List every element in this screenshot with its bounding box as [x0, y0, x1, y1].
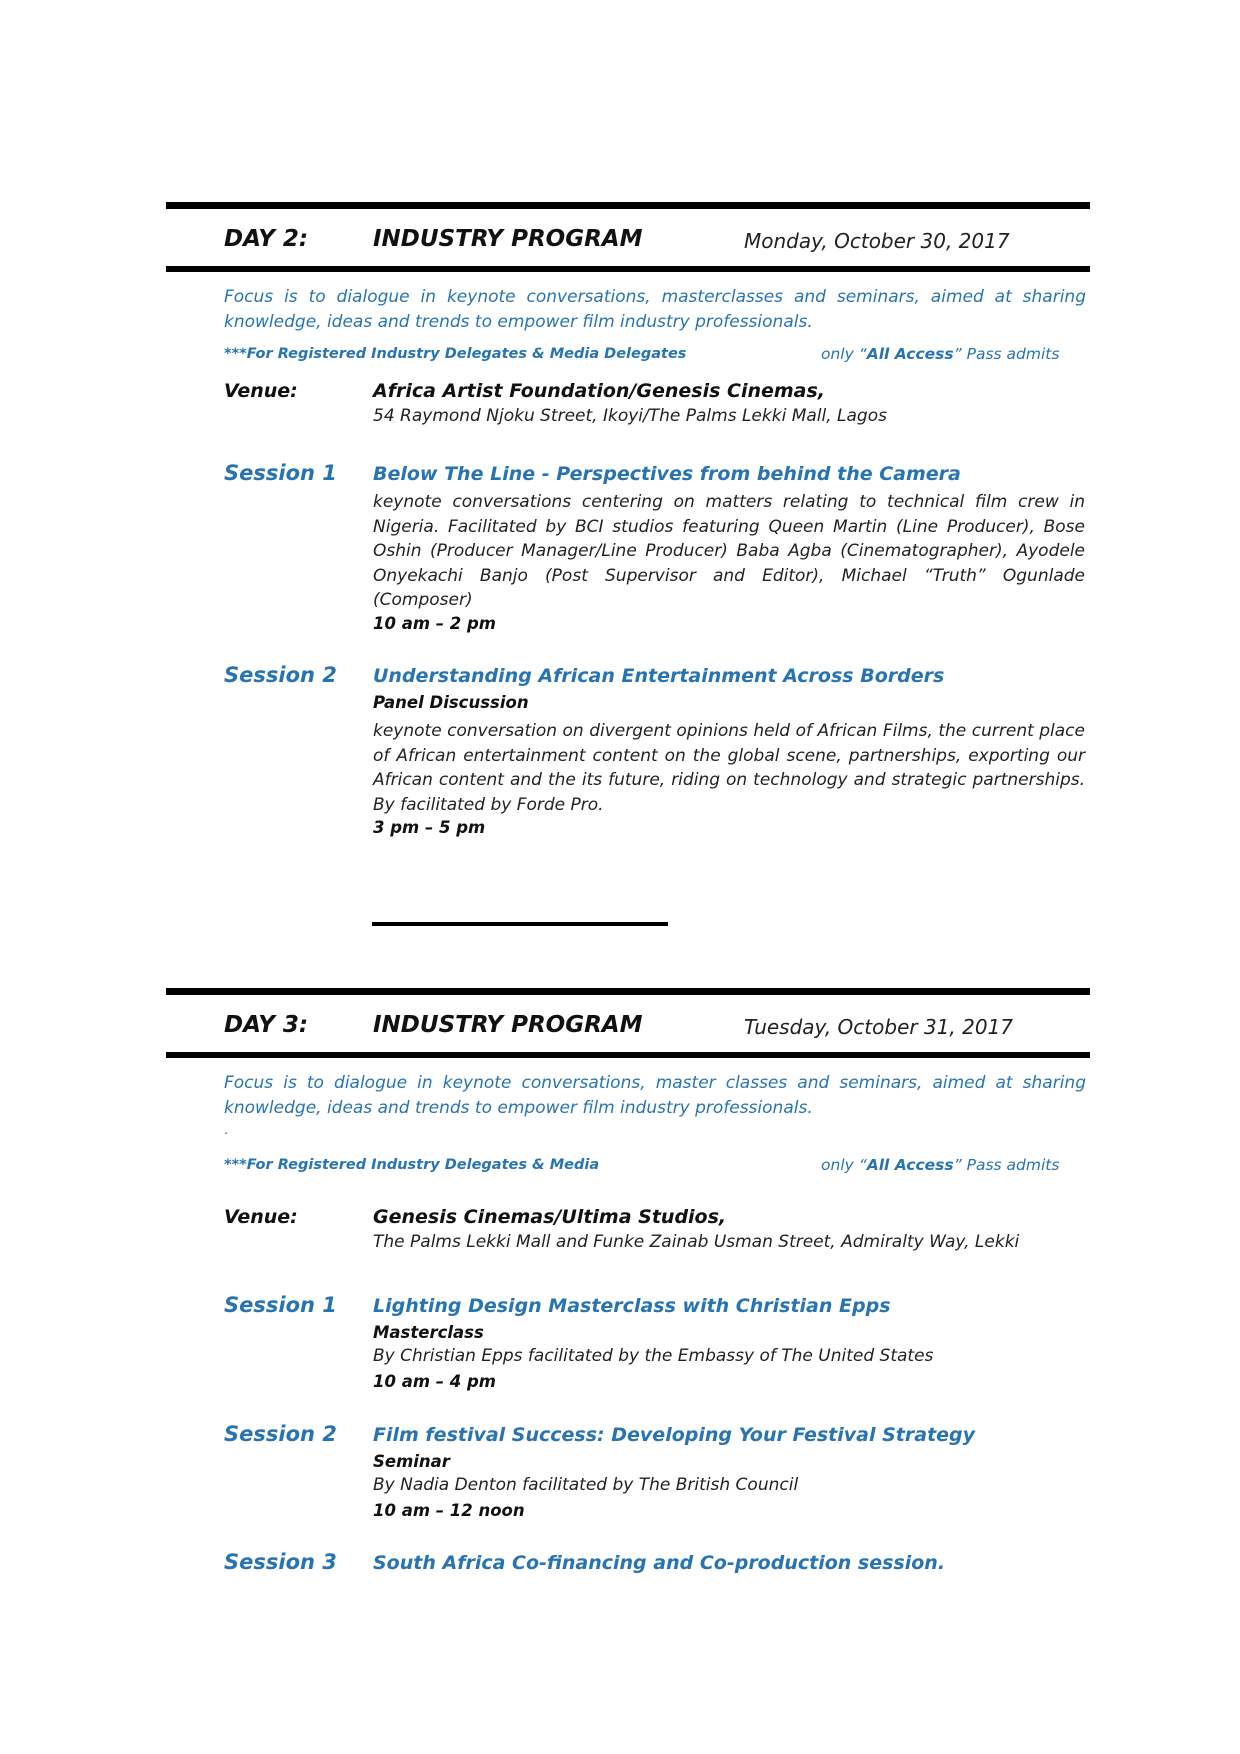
section-divider [372, 922, 668, 926]
day3-session1-label: Session 1 [224, 1293, 337, 1317]
day3-day-label: DAY 3: [224, 1012, 309, 1038]
day2-session2-label: Session 2 [224, 663, 337, 687]
day2-day-label: DAY 2: [224, 226, 309, 252]
day2-admit-pre: only “ [821, 345, 867, 363]
day2-session1-title: Below The Line - Perspectives from behind the Camera [373, 463, 961, 485]
day2-venue-name: Africa Artist Foundation/Genesis Cinemas, [373, 380, 826, 402]
day2-session1-description: keynote conversations centering on matters relating to technical film crew in Nigeria. Facilitated by BCI studios featuring Queen Martin (Line Producer), Bose Oshin (Producer Manager/Line Producer) Baba Agba (Cinematographer), Ayodele Onyekachi Banjo (Post Supervisor and Editor), Michael “Truth” Ogunlade (Composer) [373, 492, 1085, 611]
day2-admit-post: ” Pass admits [953, 345, 1060, 363]
day3-session3-title: South Africa Co-financing and Co-production session. [373, 1552, 946, 1574]
day3-session2-time: 10 am – 12 noon [373, 1501, 525, 1520]
day3-stray-dot: . [224, 1123, 229, 1138]
day2-session2-title: Understanding African Entertainment Across Borders [373, 665, 945, 687]
day2-venue-address: 54 Raymond Njoku Street, Ikoyi/The Palms Lekki Mall, Lagos [373, 406, 887, 426]
day2-focus-line2: knowledge, ideas and trends to empower film industry professionals. [224, 312, 813, 332]
day2-session1-label: Session 1 [224, 461, 337, 485]
day3-admit-note [821, 1156, 1059, 1174]
day2-admit-bold: All Access [866, 345, 954, 363]
day2-top-rule [166, 202, 1090, 209]
day2-venue-label: Venue: [224, 380, 298, 402]
day2-focus-text [224, 285, 1086, 335]
day2-session2-description: keynote conversation on divergent opinions held of African Films, the current place of African entertainment content on the global scene, partnerships, exporting our African content and the its future, riding on technology and strategic partnerships. By facilitated by Forde Pro. [373, 721, 1085, 815]
day3-focus-line1: Focus is to dialogue in keynote conversations, master classes and seminars, aimed at sharing [224, 1073, 1086, 1093]
day3-venue-address: The Palms Lekki Mall and Funke Zainab Usman Street, Admiralty Way, Lekki [373, 1232, 1020, 1252]
day3-session2-description: By Nadia Denton facilitated by The British Council [373, 1475, 799, 1495]
day3-session3-label: Session 3 [224, 1550, 337, 1574]
day3-venue-label: Venue: [224, 1206, 298, 1228]
day3-focus-text [224, 1071, 1086, 1121]
day3-date: Tuesday, October 31, 2017 [744, 1015, 1014, 1039]
day3-focus-line2: knowledge, ideas and trends to empower film industry professionals. [224, 1098, 813, 1118]
day2-bottom-rule [166, 266, 1090, 272]
day2-session1-time: 10 am – 2 pm [373, 614, 497, 633]
day3-session1-description: By Christian Epps facilitated by the Embassy of The United States [373, 1346, 934, 1366]
day2-focus-line1: Focus is to dialogue in keynote conversations, masterclasses and seminars, aimed at sharing [224, 287, 1086, 307]
day3-session1-title: Lighting Design Masterclass with Christian Epps [373, 1295, 891, 1317]
day3-session2-title: Film festival Success: Developing Your Festival Strategy [373, 1424, 976, 1446]
day2-date: Monday, October 30, 2017 [744, 229, 1010, 253]
day3-admit-pre: only “ [821, 1156, 867, 1174]
day3-bottom-rule [166, 1052, 1090, 1058]
day3-top-rule [166, 988, 1090, 995]
day2-admit-note [821, 345, 1059, 363]
day2-session2-type: Panel Discussion [373, 693, 529, 712]
day2-program-title: INDUSTRY PROGRAM [373, 226, 643, 252]
day3-session1-time: 10 am – 4 pm [373, 1372, 497, 1391]
day3-registered-note: ***For Registered Industry Delegates & Media [224, 1157, 600, 1173]
day3-admit-post: ” Pass admits [953, 1156, 1060, 1174]
day3-session2-type: Seminar [373, 1452, 450, 1471]
day3-admit-bold: All Access [866, 1156, 954, 1174]
day2-session2-time: 3 pm – 5 pm [373, 818, 486, 837]
day3-session2-label: Session 2 [224, 1422, 337, 1446]
day3-program-title: INDUSTRY PROGRAM [373, 1012, 643, 1038]
day3-venue-name: Genesis Cinemas/Ultima Studios, [373, 1206, 727, 1228]
day3-session1-type: Masterclass [373, 1323, 484, 1342]
day2-registered-note: ***For Registered Industry Delegates & Media Delegates [224, 346, 687, 362]
